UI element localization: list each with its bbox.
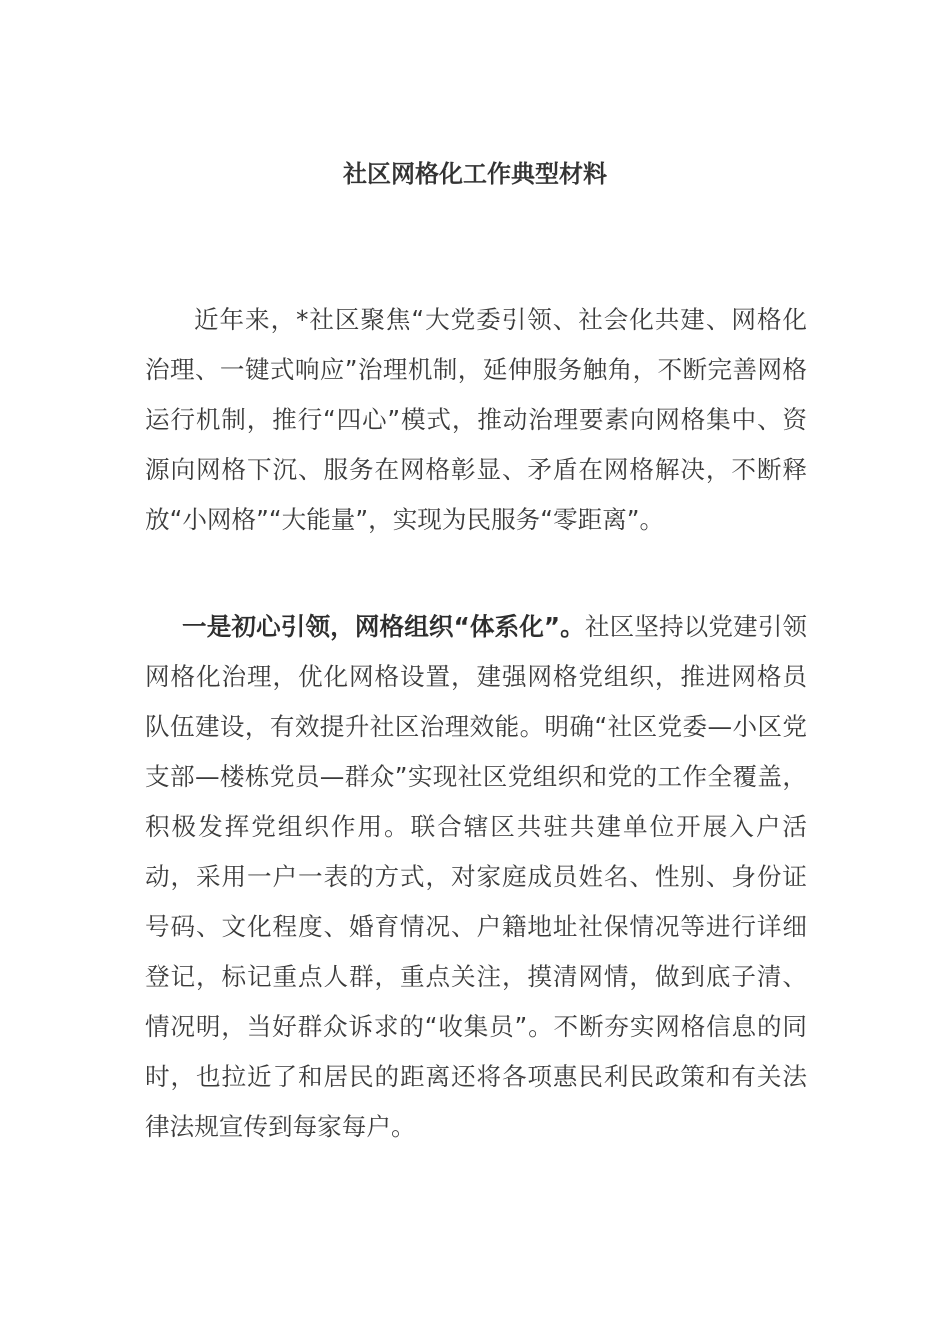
- document-title: 社区网格化工作典型材料: [343, 160, 607, 188]
- section-one-body: 社区坚持以党建引领网格化治理，优化网格设置，建强网格党组织，推进网格员队伍建设，有效提升社区治理效能。明确“社区党委—小区党支部—楼栋党员—群众”实现社区党组织和党的工作全覆盖，积极发挥党组织作用。联合辖区共驻共建单位开展入户活动，采用一户一表的方式，对家庭成员姓名、性别、身份证号码、文化程度、婚育情况、户籍地址社保情况等进行详细登记，标记重点人群，重点关注，摸清网情，做到底子清、情况明，当好群众诉求的“收集员”。不断夯实网格信息的同时，也拉近了和居民的距离还将各项惠民利民政策和有关法律法规宣传到每家每户。: [145, 611, 807, 1141]
- section-one-lead: 一是初心引领，网格组织“体系化”。: [182, 611, 585, 641]
- section-one-paragraph: [145, 602, 807, 1152]
- intro-paragraph: 近年来，*社区聚焦“大党委引领、社会化共建、网格化治理、一键式响应”治理机制，延伸服务触角，不断完善网格运行机制，推行“四心”模式，推动治理要素向网格集中、资源向网格下沉、服务在网格彰显、矛盾在网格解决，不断释放“小网格”“大能量”，实现为民服务“零距离”。: [145, 304, 807, 534]
